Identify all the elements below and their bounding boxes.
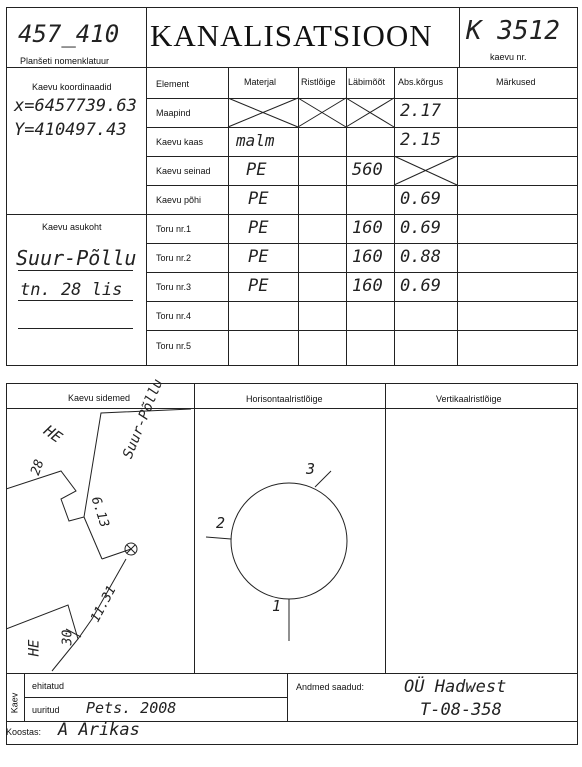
row-element: Toru nr.1 bbox=[156, 224, 192, 234]
diagram-col-vertikaal: Vertikaalristlõige bbox=[436, 394, 502, 404]
row-materjal: PE bbox=[248, 218, 269, 238]
well-number-value: K 3512 bbox=[466, 16, 560, 46]
col-header-ristloige: Ristlõige bbox=[301, 77, 336, 87]
location-sketch bbox=[6, 409, 196, 673]
row-abs: 0.88 bbox=[400, 247, 441, 267]
koostas-label: Koostas: bbox=[6, 727, 42, 737]
row-element: Toru nr.3 bbox=[156, 282, 192, 292]
row-abs: 2.15 bbox=[400, 130, 441, 150]
sketch-house-bottom-number: 30 bbox=[60, 629, 76, 646]
pipe-label-2: 2 bbox=[216, 514, 226, 532]
crossed-cells bbox=[0, 0, 582, 367]
pipe-label-3: 3 bbox=[306, 460, 316, 478]
diagram-col-sidemed: Kaevu sidemed bbox=[68, 393, 131, 403]
nomenclature-value: 457_410 bbox=[18, 20, 120, 48]
coords-label: Kaevu koordinaadid bbox=[32, 82, 112, 92]
row-labimoot: 160 bbox=[352, 276, 383, 296]
col-header-labimoot: Läbimõõt bbox=[348, 77, 386, 87]
row-element: Kaevu seinad bbox=[156, 166, 211, 176]
koostas-value: A Arikas bbox=[58, 720, 140, 740]
row-labimoot: 160 bbox=[352, 247, 383, 267]
kaev-label: Kaev bbox=[9, 692, 20, 714]
andmed-value-code: T-08-358 bbox=[420, 700, 502, 720]
col-header-materjal: Materjal bbox=[244, 77, 277, 87]
location-label: Kaevu asukoht bbox=[42, 222, 102, 232]
row-abs: 0.69 bbox=[400, 189, 441, 209]
sketch-dist1: 6.13 bbox=[87, 495, 112, 530]
row-element: Maapind bbox=[156, 108, 191, 118]
coord-x-value: x=6457739.63 bbox=[14, 96, 137, 116]
andmed-label: Andmed saadud: bbox=[296, 682, 365, 692]
sketch-street: Suur-Põllu bbox=[120, 376, 167, 461]
sketch-dist2: 11.31 bbox=[88, 583, 120, 626]
andmed-value-company: OÜ Hadwest bbox=[404, 677, 507, 697]
col-header-abs: Abs.kõrgus bbox=[398, 77, 444, 87]
sketch-house-bottom: HE bbox=[26, 639, 43, 657]
row-abs: 0.69 bbox=[400, 218, 441, 238]
sketch-house-top: HE bbox=[40, 421, 66, 447]
ehitatud-label: ehitatud bbox=[32, 681, 65, 691]
row-element: Toru nr.2 bbox=[156, 253, 192, 263]
diagram-col-horisontaal: Horisontaalristlõige bbox=[246, 394, 323, 404]
col-header-markused: Märkused bbox=[496, 77, 536, 87]
row-element: Kaevu kaas bbox=[156, 137, 204, 147]
location-street: Suur-Põllu bbox=[16, 246, 137, 270]
location-number: tn. 28 lis bbox=[20, 280, 123, 300]
row-element: Toru nr.5 bbox=[156, 341, 192, 351]
col-header-element: Element bbox=[156, 79, 190, 89]
horizontal-cross-section bbox=[194, 409, 385, 673]
page-title: KANALISATSIOON bbox=[150, 18, 433, 53]
uuritud-label: uuritud bbox=[32, 705, 60, 715]
coord-y-value: Y=410497.43 bbox=[14, 120, 127, 140]
row-materjal: PE bbox=[246, 160, 267, 180]
pipe-label-1: 1 bbox=[272, 597, 282, 615]
row-element: Kaevu põhi bbox=[156, 195, 202, 205]
row-element: Toru nr.4 bbox=[156, 311, 192, 321]
row-labimoot: 160 bbox=[352, 218, 383, 238]
row-materjal: PE bbox=[248, 276, 269, 296]
uuritud-value: Pets. 2008 bbox=[86, 699, 177, 717]
sketch-house-number: 28 bbox=[28, 457, 48, 478]
row-materjal: PE bbox=[248, 247, 269, 267]
row-materjal: PE bbox=[248, 189, 269, 209]
row-abs: 2.17 bbox=[400, 101, 441, 121]
row-materjal: malm bbox=[236, 131, 275, 150]
row-abs: 0.69 bbox=[400, 276, 441, 296]
row-labimoot: 560 bbox=[352, 160, 383, 180]
nomenclature-label: Planšeti nomenklatuur bbox=[20, 56, 110, 66]
well-number-label: kaevu nr. bbox=[490, 52, 527, 62]
